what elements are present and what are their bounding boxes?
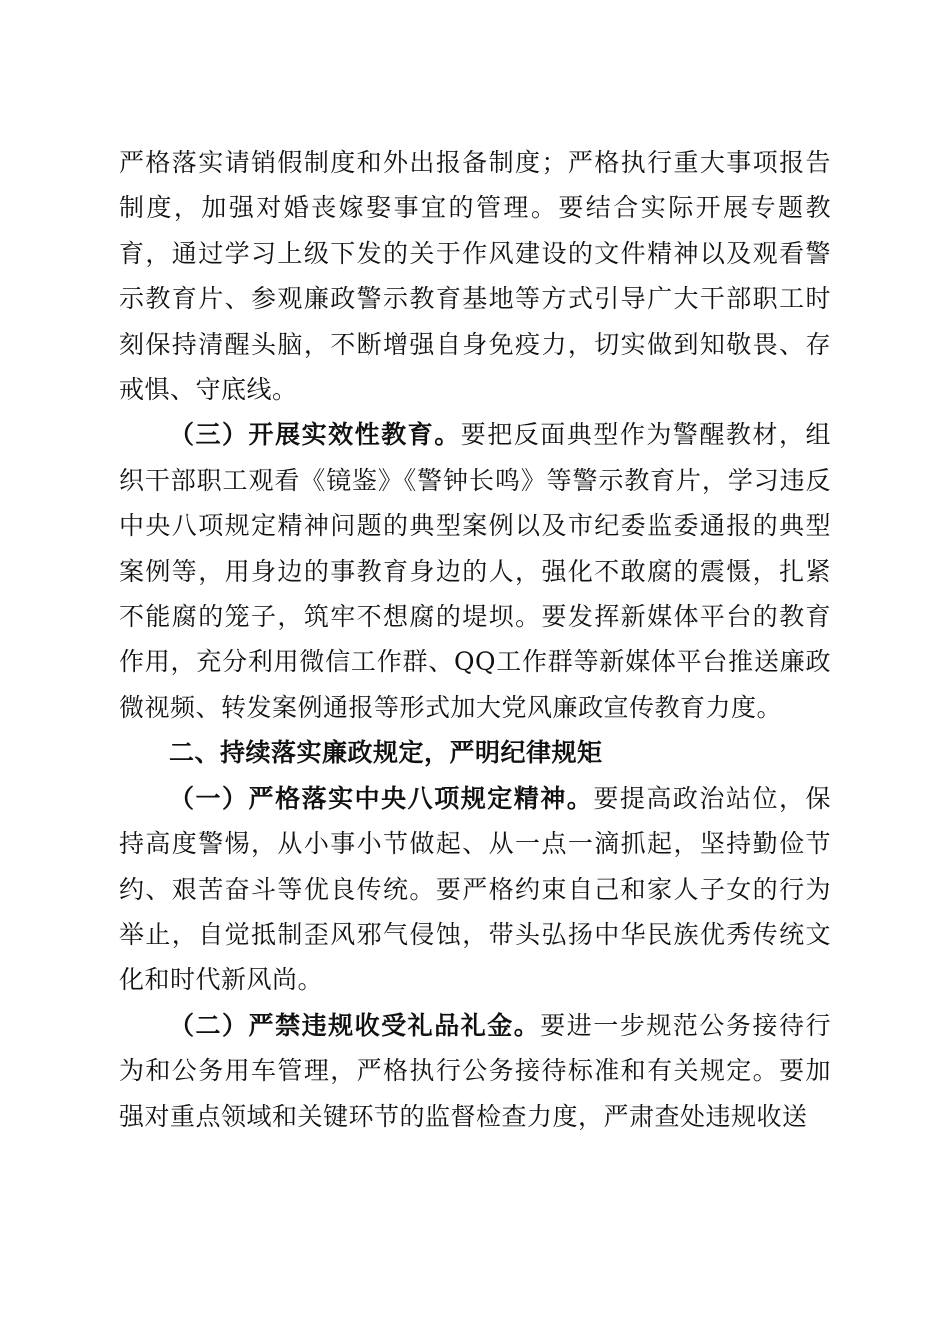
paragraph-continuation <box>119 140 831 412</box>
paragraph-lead: （一）严格落实中央八项规定精神。 <box>169 783 594 813</box>
paragraph-text: 要提高政治站位，保持高度警惕，从小事小节做起、从一点一滴抓起，坚持勤俭节约、艰苦奋斗等优良传统。要严格约束自己和家人子女的行为举止，自觉抵制歪风邪气侵蚀，带头弘扬中华民族优秀传统文化和时代新风尚。 <box>119 783 831 995</box>
paragraph-text: 要进一步规范公务接待行为和公务用车管理，严格执行公务接待标准和有关规定。要加强对重点领域和关键环节的监督检查力度，严肃查处违规收送 <box>119 1010 831 1131</box>
paragraph-lead: （三）开展实效性教育。 <box>169 420 461 450</box>
paragraph-gifts <box>119 1003 831 1139</box>
document-body <box>119 140 831 1139</box>
paragraph-text: 严格落实请销假制度和外出报备制度；严格执行重大事项报告制度，加强对婚丧嫁娶事宜的管理。要结合实际开展专题教育，通过学习上级下发的关于作风建设的文件精神以及观看警示教育片、参观廉政警示教育基地等方式引导广大干部职工时刻保持清醒头脑，不断增强自身免疫力，切实做到知敬畏、存戒惧、守底线。 <box>119 148 831 405</box>
section-heading: 二、持续落实廉政规定，严明纪律规矩 <box>169 738 603 768</box>
paragraph-lead: （二）严禁违规收受礼品礼金。 <box>169 1010 541 1040</box>
paragraph-effective-education <box>119 412 831 730</box>
paragraph-eight-rules <box>119 776 831 1003</box>
paragraph-text: 要把反面典型作为警醒教材，组织干部职工观看《镜鉴》《警钟长鸣》等警示教育片，学习违反中央八项规定精神问题的典型案例以及市纪委监委通报的典型案例等，用身边的事教育身边的人，强化不敢腐的震慑，扎紧不能腐的笼子，筑牢不想腐的堤坝。要发挥新媒体平台的教育作用，充分利用微信工作群、QQ工作群等新媒体平台推送廉政微视频、转发案例通报等形式加大党风廉政宣传教育力度。 <box>119 420 831 722</box>
